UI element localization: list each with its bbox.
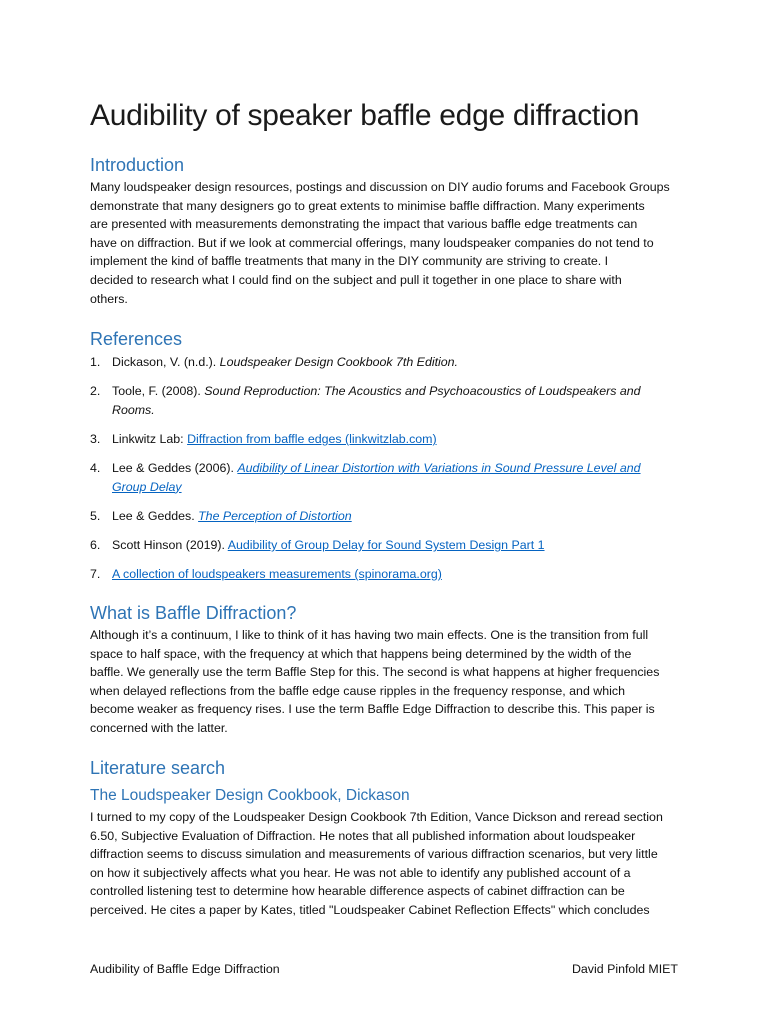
reference-link-continued[interactable]: Group Delay (112, 479, 182, 494)
literature-search-heading: Literature search (90, 758, 226, 778)
text-line: controlled listening test to determine how hearable difference aspects of cabinet diffraction can be (90, 884, 625, 899)
reference-title: Sound Reproduction: The Acoustics and Psychoacoustics of Loudspeakers and (204, 384, 641, 398)
footer-document-title: Audibility of Baffle Edge Diffraction (90, 962, 280, 976)
literature-paragraph (90, 808, 678, 920)
introduction-heading: Introduction (90, 155, 185, 175)
text-line: perceived. He cites a paper by Kates, titled "Loudspeaker Cabinet Reflection Effects" which concludes (90, 902, 650, 917)
text-line: space to half space, with the frequency at which that happens being determined by the width of the (90, 646, 632, 661)
text-line: Many loudspeaker design resources, postings and discussion on DIY audio forums and Facebook Groups (90, 180, 670, 194)
text-line: are presented with measurements demonstrating the impact that various baffle edge treatments can (90, 217, 638, 232)
footer-author: David Pinfold MIET (571, 962, 678, 976)
reference-number: 4. (90, 461, 101, 475)
reference-number: 3. (90, 432, 101, 446)
reference-author: Toole, F. (2008). (112, 384, 205, 398)
document-page (90, 0, 678, 1024)
reference-number: 2. (90, 384, 101, 398)
text-line: decided to research what I could find on the subject and pull it together in one place to share with (90, 272, 622, 287)
text-line: Although it’s a continuum, I like to think of it has having two main effects. One is the transition from full (90, 628, 649, 642)
text-line: demonstrate that many designers go to great extents to minimise baffle diffraction. Many experiments (90, 198, 645, 213)
text-line: I turned to my copy of the Loudspeaker Design Cookbook 7th Edition, Vance Dickson and reread section (90, 810, 663, 824)
reference-author: Lee & Geddes (2006). (112, 461, 238, 475)
reference-author: Linkwitz Lab: (112, 432, 188, 446)
text-line: when delayed reflections from the baffle edge cause ripples in the frequency response, and which (90, 683, 625, 698)
reference-number: 7. (90, 567, 101, 581)
cookbook-subheading: The Loudspeaker Design Cookbook, Dickason (90, 787, 410, 804)
reference-link[interactable]: Diffraction from baffle edges (linkwitzlab.com) (187, 432, 437, 446)
reference-number: 6. (90, 538, 101, 552)
text-line: on how it subjectively affects what you hear. He was not able to identify any published account of a (90, 865, 631, 880)
reference-link[interactable]: Audibility of Group Delay for Sound System Design Part 1 (227, 538, 545, 552)
references-heading: References (90, 329, 183, 349)
text-line: 6.50, Subjective Evaluation of Diffraction. He notes that all published information about loudspeaker (90, 828, 636, 843)
reference-title: Loudspeaker Design Cookbook 7th Edition. (219, 355, 459, 369)
text-line: become weaker as frequency rises. I use the term Baffle Edge Diffraction to describe this. This paper is (90, 702, 655, 717)
reference-author: Scott Hinson (2019). (112, 538, 228, 552)
reference-link[interactable]: Audibility of Linear Distortion with Variations in Sound Pressure Level and (237, 461, 641, 475)
text-line: have on diffraction. But if we look at commercial offerings, many loudspeaker companies do not tend to (90, 235, 654, 250)
reference-link[interactable]: The Perception of Distortion (198, 509, 352, 523)
text-line: baffle. We generally use the term Baffle Step for this. The second is what happens at higher frequencies (90, 665, 660, 680)
baffle-diffraction-paragraph (90, 626, 678, 738)
reference-title-continued: Rooms. (112, 402, 155, 417)
text-line: others. (90, 291, 128, 306)
baffle-diffraction-heading: What is Baffle Diffraction? (90, 603, 297, 623)
text-line: implement the kind of baffle treatments that many in the DIY community are striving to create. I (90, 254, 609, 269)
reference-author: Dickason, V. (n.d.). (112, 355, 220, 369)
reference-number: 1. (90, 355, 101, 369)
text-line: concerned with the latter. (90, 720, 228, 735)
reference-link[interactable]: A collection of loudspeakers measurements (spinorama.org) (112, 567, 442, 581)
reference-author: Lee & Geddes. (112, 509, 199, 523)
text-line: diffraction seems to discuss simulation and measurements of various diffraction scenarios, but very little (90, 847, 658, 862)
reference-number: 5. (90, 509, 101, 523)
document-title: Audibility of speaker baffle edge diffraction (90, 99, 640, 132)
introduction-paragraph (90, 178, 678, 308)
